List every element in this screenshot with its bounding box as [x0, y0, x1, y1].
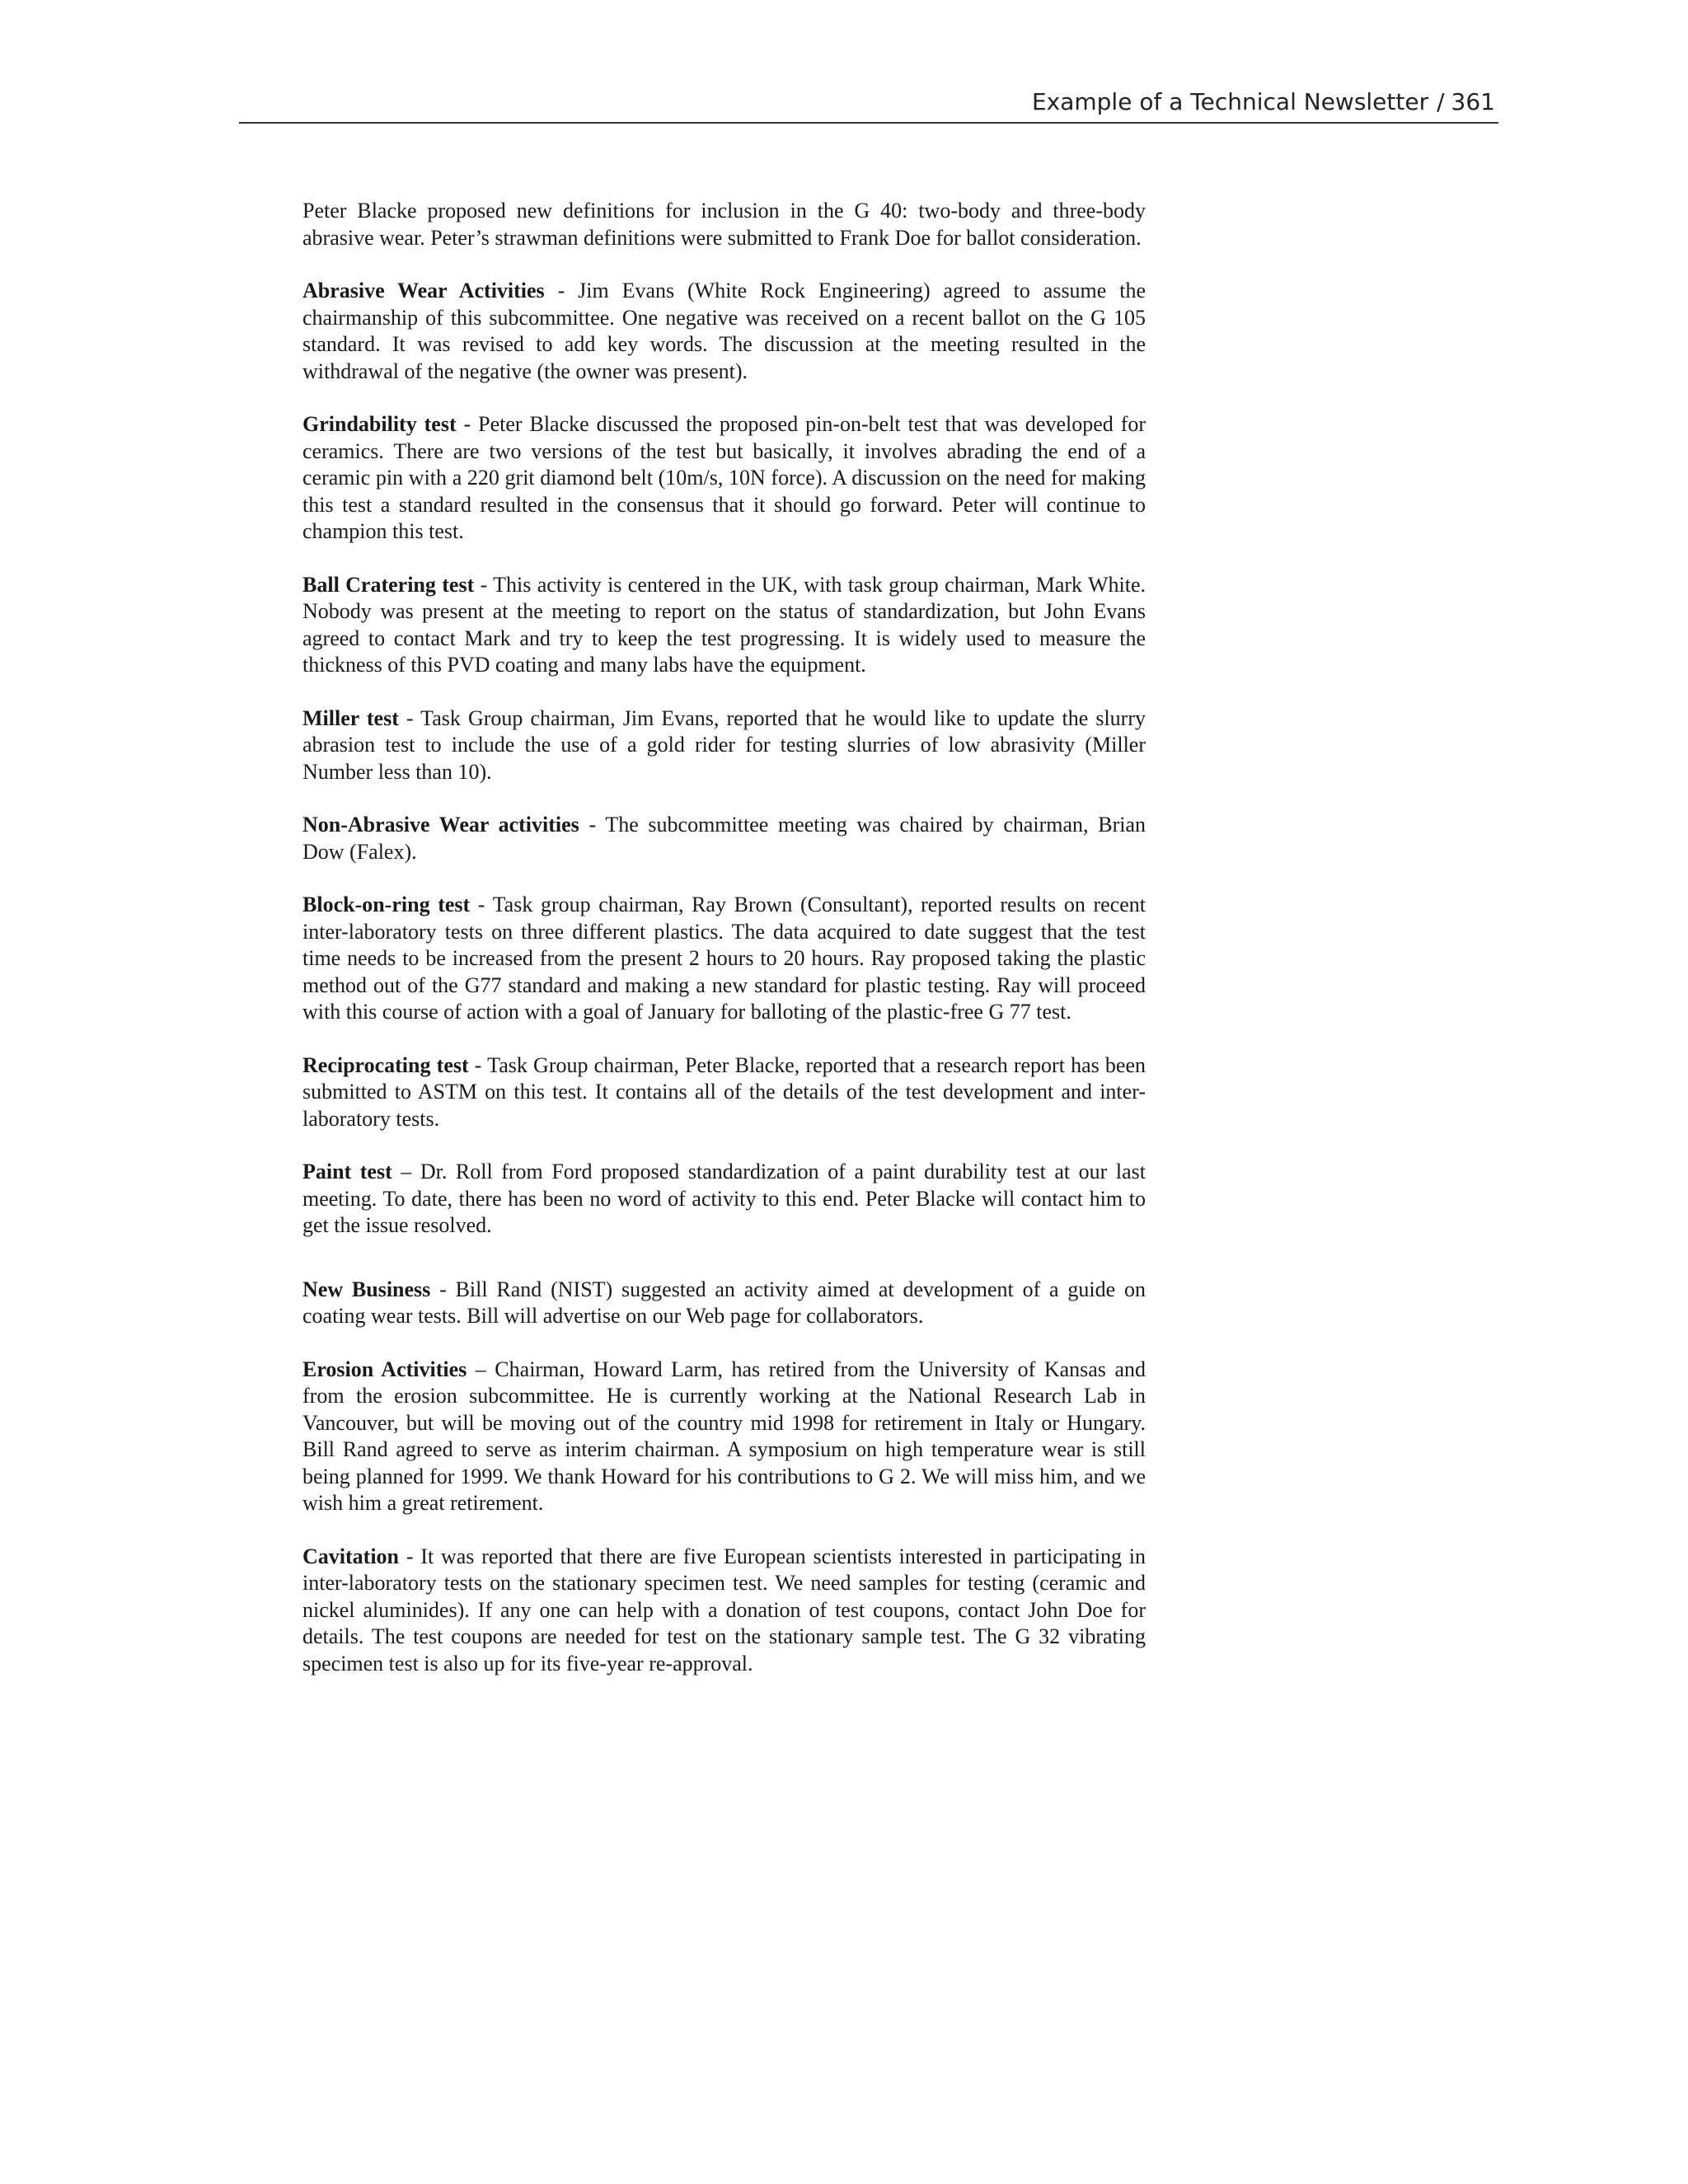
paragraph-cavitation — [302, 1544, 1146, 1678]
paragraph-erosion-activities — [302, 1357, 1146, 1517]
paragraph-heading: Ball Cratering test — [302, 572, 475, 597]
header-separator: / — [1437, 88, 1445, 115]
paragraph-text: - This activity is centered in the UK, with task group chairman, Mark White. Nobody was present at the meeting to report on the status of standardization, but John Evans agreed to contact Mark and try to keep the test progressing. It is widely used to measure the thickness of this PVD coating and many labs have the equipment. — [302, 572, 1146, 677]
paragraph-heading: Non-Abrasive Wear activities — [302, 813, 579, 837]
paragraph-text: - Task group chairman, Ray Brown (Consultant), reported results on recent inter-laboratory tests on three different plastics. The data acquired to date suggest that the test time needs to be increased from the present 2 hours to 20 hours. Ray proposed taking the plastic method out of the G77 standard and making a new standard for plastic testing. Ray will proceed with this course of action with a goal of January for balloting of the plastic-free G 77 test. — [302, 893, 1146, 1024]
paragraph-new-business — [302, 1277, 1146, 1330]
paragraph-heading: Cavitation — [302, 1544, 399, 1568]
paragraph-heading: Paint test — [302, 1160, 392, 1183]
paragraph-heading: Abrasive Wear Activities — [302, 279, 545, 302]
paragraph-text: Peter Blacke proposed new definitions for inclusion in the G 40: two-body and three-body abrasive wear. Peter’s strawman definitions were submitted to Frank Doe for ballot consideration. — [302, 199, 1146, 250]
paragraph-heading: Miller test — [302, 705, 399, 730]
paragraph-ball-cratering-test — [302, 572, 1146, 679]
paragraph-heading: New Business — [302, 1277, 431, 1301]
page-number: 361 — [1451, 88, 1495, 115]
paragraph-reciprocating-test — [302, 1052, 1146, 1133]
newsletter-body — [302, 198, 1146, 1704]
paragraph-heading: Reciprocating test — [302, 1052, 469, 1077]
paragraph-text: - Bill Rand (NIST) suggested an activity aimed at development of a guide on coating wear tests. Bill will advertise on our Web page for collaborators. — [302, 1277, 1146, 1328]
paragraph-text: – Dr. Roll from Ford proposed standardization of a paint durability test at our last meeting. To date, there has been no word of activity to this end. Peter Blacke will contact him to get the issue resolved. — [302, 1160, 1146, 1237]
paragraph-text: – Chairman, Howard Larm, has retired from the University of Kansas and from the erosion subcommittee. He is currently working at the National Research Lab in Vancouver, but will be moving out of the country mid 1998 for retirement in Italy or Hungary. Bill Rand agreed to serve as interim chairman. A symposium on high temperature wear is still being planned for 1999. We thank Howard for his contributions to G 2. We will miss him, and we wish him a great retirement. — [302, 1357, 1146, 1515]
paragraph-text: - The subcommittee meeting was chaired by chairman, Brian Dow (Falex). — [302, 813, 1146, 864]
paragraph-miller-test — [302, 705, 1146, 786]
paragraph-text: - Jim Evans (White Rock Engineering) agreed to assume the chairmanship of this subcommittee. One negative was received on a recent ballot on the G 105 standard. It was revised to add key words. The discussion at the meeting resulted in the withdrawal of the negative (the owner was present). — [302, 279, 1146, 383]
header-title: Example of a Technical Newsletter — [1031, 88, 1429, 115]
paragraph-text: - It was reported that there are five European scientists interested in participating in inter-laboratory tests on the stationary specimen test. We need samples for testing (ceramic and nickel aluminides). If any one can help with a donation of test coupons, contact John Doe for details. The test coupons are needed for test on the stationary sample test. The G 32 vibrating specimen test is also up for its five-year re-approval. — [302, 1544, 1146, 1675]
paragraph-heading: Erosion Activities — [302, 1357, 467, 1381]
paragraph-paint-test — [302, 1159, 1146, 1240]
paragraph-non-abrasive-wear — [302, 812, 1146, 865]
paragraph-g40-definitions — [302, 198, 1146, 251]
paragraph-heading: Block-on-ring test — [302, 893, 471, 916]
paragraph-heading: Grindability test — [302, 412, 457, 436]
header-text — [1032, 88, 1495, 115]
paragraph-text: - Task Group chairman, Peter Blacke, reported that a research report has been submitted to ASTM on this test. It contains all of the details of the test development and inter-laboratory tests. — [302, 1052, 1146, 1131]
paragraph-block-on-ring-test — [302, 892, 1146, 1026]
paragraph-grindability-test — [302, 411, 1146, 546]
paragraph-text: - Peter Blacke discussed the proposed pin-on-belt test that was developed for ceramics. There are two versions of the test but basically, it involves abrading the end of a ceramic pin with a 220 grit diamond belt (10m/s, 10N force). A discussion on the need for making this test a standard resulted in the consensus that it should go forward. Peter will continue to champion this test. — [302, 412, 1146, 543]
paragraph-text: - Task Group chairman, Jim Evans, reported that he would like to update the slurry abrasion test to include the use of a gold rider for testing slurries of low abrasivity (Miller Number less than 10). — [302, 705, 1146, 784]
running-header — [239, 82, 1498, 124]
paragraph-abrasive-wear-activities — [302, 278, 1146, 385]
